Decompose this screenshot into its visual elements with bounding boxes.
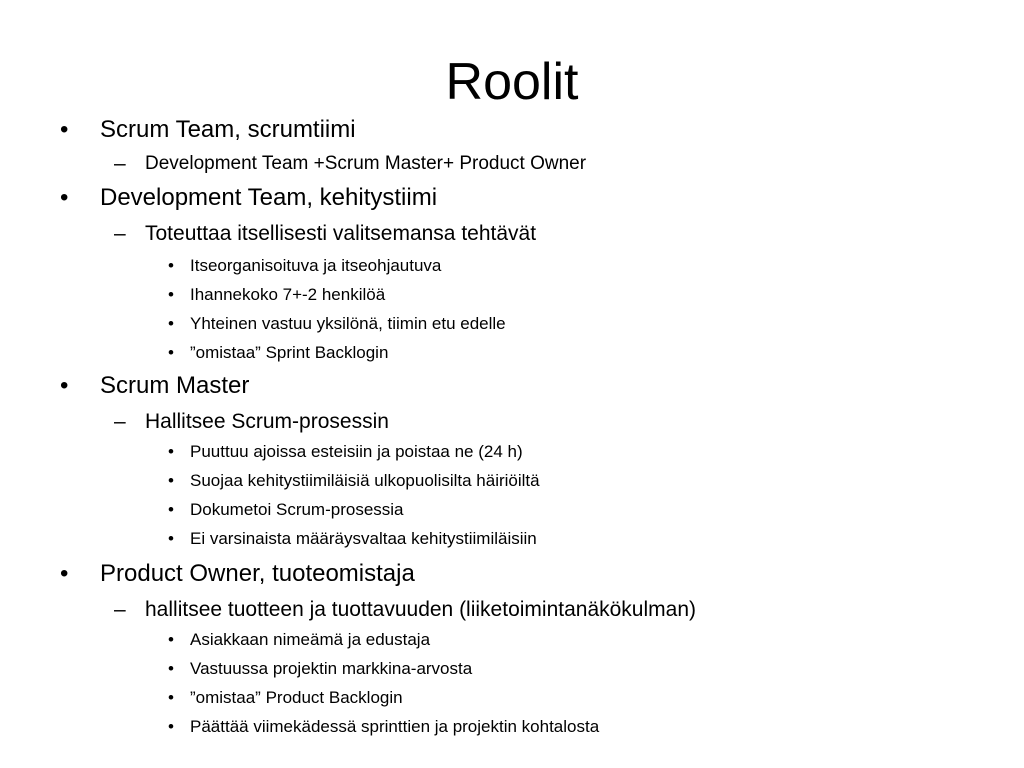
- bullet-level-3: •: [168, 659, 174, 678]
- list-item-level-1: Scrum Master: [100, 372, 250, 399]
- list-item-level-2: Toteuttaa itsellisesti valitsemansa tehtävät: [145, 222, 537, 245]
- list-item-level-3: Ei varsinaista määräysvaltaa kehitystiimiläisiin: [190, 529, 537, 548]
- bullet-level-1: •: [60, 116, 69, 143]
- list-item-level-1: Product Owner, tuoteomistaja: [100, 560, 415, 587]
- list-item-level-3: Suojaa kehitystiimiläisiä ulkopuolisilta häiriöiltä: [190, 471, 540, 490]
- list-item-level-3: Yhteinen vastuu yksilönä, tiimin etu edelle: [190, 314, 506, 333]
- bullet-level-1: •: [60, 184, 69, 211]
- bullet-level-3: •: [168, 717, 174, 736]
- bullet-level-3: •: [168, 314, 174, 333]
- bullet-level-3: •: [168, 256, 174, 275]
- list-item-level-2: hallitsee tuotteen ja tuottavuuden (liiketoimintanäkökulman): [145, 598, 696, 621]
- bullet-level-3: •: [168, 688, 174, 707]
- list-item-level-3: Dokumetoi Scrum-prosessia: [190, 500, 404, 519]
- bullet-level-2: –: [114, 598, 126, 621]
- list-item-level-3: Päättää viimekädessä sprinttien ja projektin kohtalosta: [190, 717, 600, 736]
- bullet-level-3: •: [168, 343, 174, 362]
- list-item-level-1: Development Team, kehitystiimi: [100, 184, 438, 211]
- bullet-level-3: •: [168, 471, 174, 490]
- list-item-level-3: Vastuussa projektin markkina-arvosta: [190, 659, 473, 678]
- bullet-level-3: •: [168, 630, 174, 649]
- list-item-level-3: Ihannekoko 7+-2 henkilöä: [190, 285, 386, 304]
- bullet-level-2: –: [114, 410, 126, 433]
- bullet-level-2: –: [114, 152, 126, 175]
- bullet-level-1: •: [60, 560, 69, 587]
- bullet-level-1: •: [60, 372, 69, 399]
- list-item-level-3: Puuttuu ajoissa esteisiin ja poistaa ne (24 h): [190, 442, 523, 461]
- list-item-level-1: Scrum Team, scrumtiimi: [100, 116, 356, 143]
- bullet-level-3: •: [168, 500, 174, 519]
- list-item-level-3: ”omistaa” Sprint Backlogin: [190, 343, 389, 362]
- list-item-level-2: Development Team +Scrum Master+ Product Owner: [145, 153, 587, 174]
- bullet-level-3: •: [168, 285, 174, 304]
- list-item-level-3: Asiakkaan nimeämä ja edustaja: [190, 630, 431, 649]
- bullet-level-3: •: [168, 442, 174, 461]
- slide-title: Roolit: [445, 53, 579, 111]
- bullet-level-3: •: [168, 529, 174, 548]
- list-item-level-2: Hallitsee Scrum-prosessin: [145, 410, 389, 433]
- list-item-level-3: ”omistaa” Product Backlogin: [190, 688, 403, 707]
- list-item-level-3: Itseorganisoituva ja itseohjautuva: [190, 256, 442, 275]
- bullet-level-2: –: [114, 222, 126, 245]
